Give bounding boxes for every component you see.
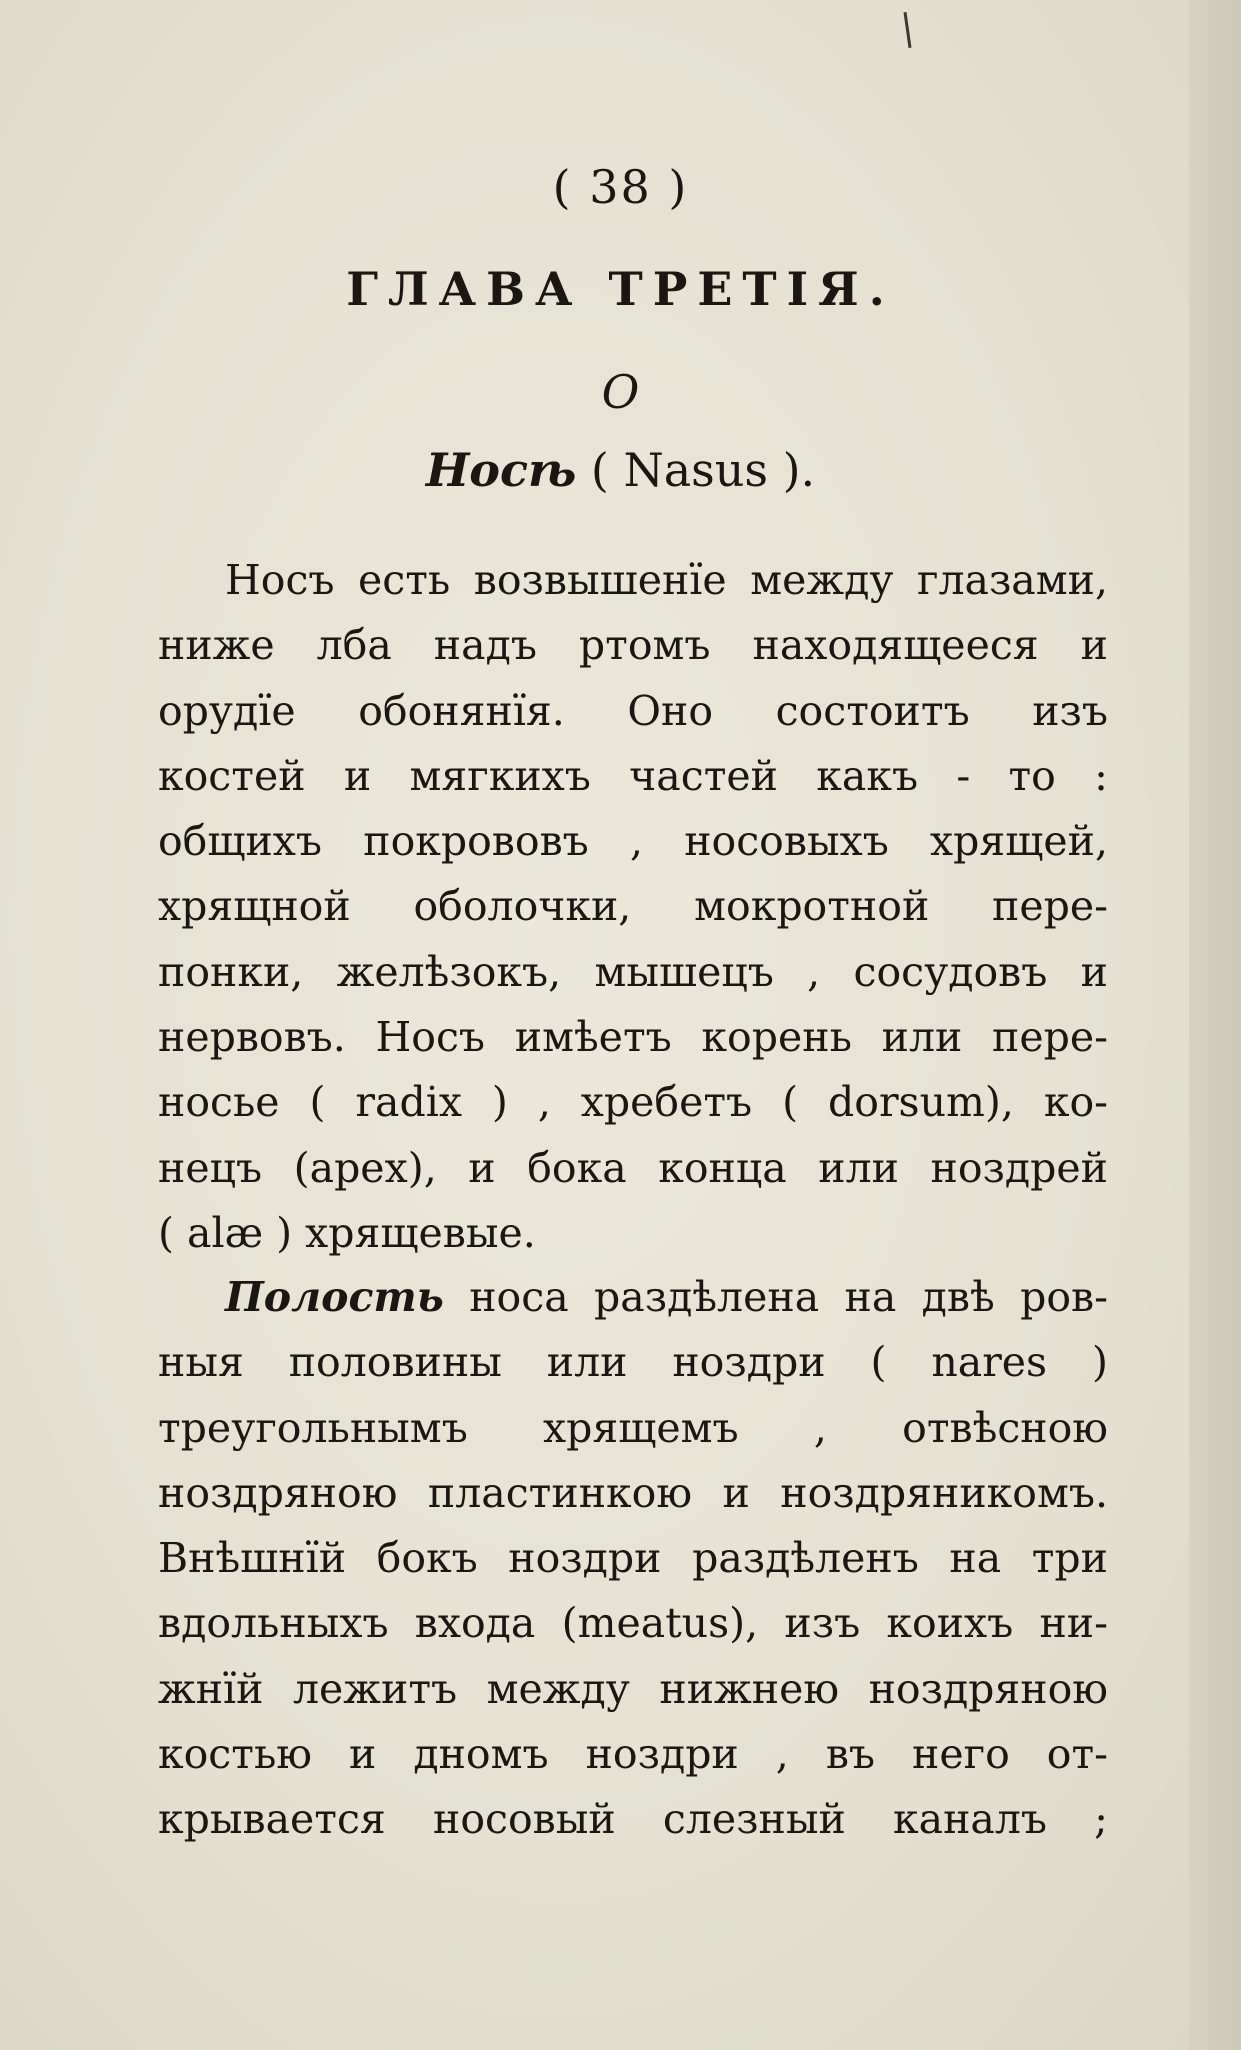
text-line: ( alæ ) хрящевые. [158, 1208, 536, 1257]
text-line: орудїе обонянїя. Оно состоитъ изъ [158, 686, 1108, 735]
text-line: ноздряною пластинкою и ноздряникомъ. [158, 1468, 1108, 1517]
subject-name: Носѣ [425, 443, 577, 497]
first-line-rest: носа раздѣлена на двѣ ров- [469, 1273, 1108, 1321]
lead-word: Полость [225, 1273, 444, 1321]
text-line: костей и мягкихъ частей какъ - то : [158, 751, 1108, 800]
text-line: Внѣшнїй бокъ ноздри раздѣленъ на три [158, 1534, 1108, 1583]
text-line: треугольнымъ хрящемъ , отвѣсною [158, 1403, 1108, 1452]
text-line: костью и дномъ ноздри , въ него от- [158, 1730, 1108, 1779]
text-line: понки, желѣзокъ, мышецъ , сосудовъ и [158, 947, 1108, 996]
text-line: ниже лба надъ ртомъ находящееся и [158, 621, 1108, 670]
text-line: Носъ есть возвышенїе между глазами, [225, 556, 1108, 604]
text-line: вдольныхъ входа (meatus), изъ коихъ ни- [158, 1599, 1108, 1648]
paragraph-2 [158, 1265, 1108, 1853]
subtitle-preposition: О [601, 365, 640, 419]
text-line: жнїй лежитъ между нижнею ноздряною [158, 1664, 1108, 1713]
subtitle-subject [0, 443, 1241, 497]
text-line: нецъ (apex), и бока конца или ноздрей [158, 1143, 1108, 1192]
text-line [158, 1265, 1108, 1330]
text-line: нервовъ. Носъ имѣетъ корень или пере- [158, 1013, 1108, 1062]
text-line: носье ( radix ) , хребетъ ( dorsum), ко- [158, 1078, 1108, 1127]
text-line: крывается носовый слезный каналъ ; [158, 1795, 1108, 1844]
text-line: хрящной оболочки, мокротной пере- [158, 882, 1108, 931]
text-line: общихъ покрововъ , носовыхъ хрящей, [158, 817, 1108, 866]
text-line: ныя половины или ноздри ( nares ) [158, 1338, 1108, 1387]
ink-mark [904, 12, 912, 48]
page-number: ( 38 ) [552, 160, 689, 214]
chapter-title: ГЛАВА ТРЕТІЯ. [346, 262, 895, 316]
subject-latin: ( Nasus ). [590, 443, 816, 497]
paragraph-1 [158, 548, 1108, 1266]
